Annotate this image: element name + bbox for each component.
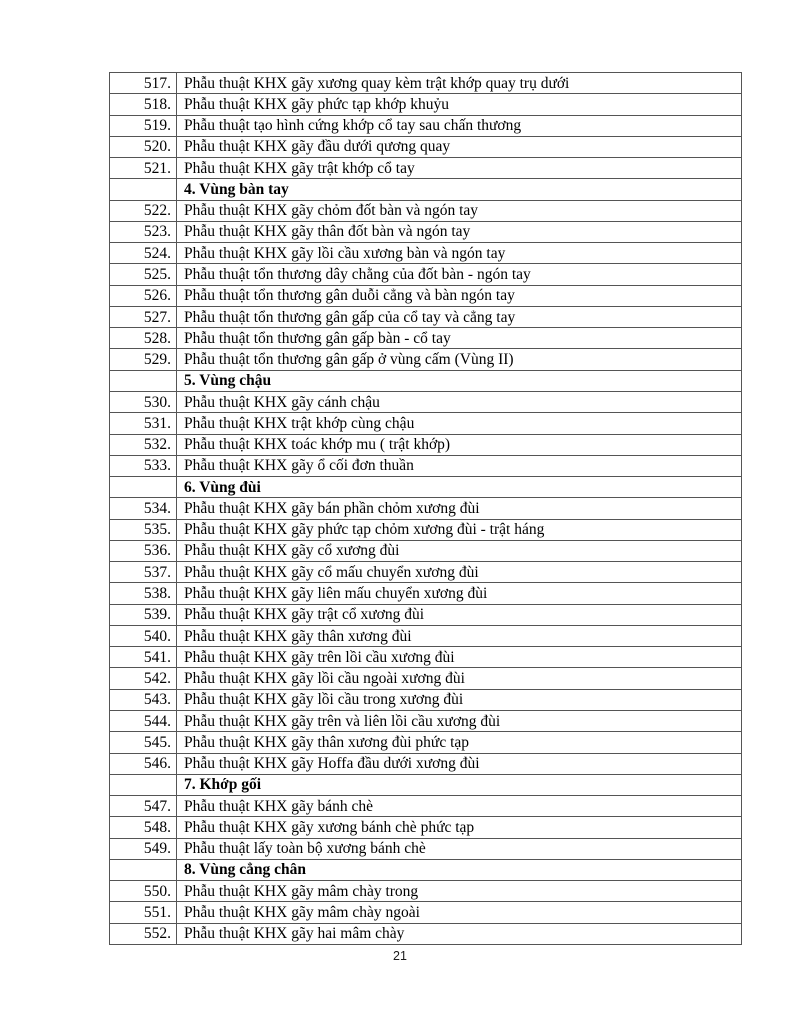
row-number-cell (110, 774, 177, 795)
row-number-cell: 524. (110, 243, 177, 264)
table-row (110, 94, 742, 115)
section-row (110, 477, 742, 498)
row-number-cell: 535. (110, 519, 177, 540)
table-row (110, 455, 742, 476)
table-row (110, 264, 742, 285)
row-number-cell: 517. (110, 73, 177, 94)
procedure-name: Phẫu thuật KHX toác khớp mu ( trật khớp) (177, 434, 742, 455)
procedure-name: Phẫu thuật tổn thương gân gấp của cổ tay và cẳng tay (177, 306, 742, 327)
row-number-cell: 541. (110, 647, 177, 668)
table-row (110, 306, 742, 327)
table-row (110, 817, 742, 838)
table-row (110, 604, 742, 625)
row-number-cell: 544. (110, 710, 177, 731)
table-row (110, 583, 742, 604)
row-number-cell: 534. (110, 498, 177, 519)
row-number-cell: 522. (110, 200, 177, 221)
table-row (110, 285, 742, 306)
table-row (110, 647, 742, 668)
section-row (110, 370, 742, 391)
procedure-name: Phẫu thuật KHX gãy trên lồi cầu xương đùi (177, 647, 742, 668)
procedure-name: Phẫu thuật KHX gãy hai mâm chày (177, 923, 742, 944)
procedure-name: Phẫu thuật KHX gãy trên và liên lồi cầu xương đùi (177, 710, 742, 731)
row-number-cell: 540. (110, 625, 177, 646)
section-title: 6. Vùng đùi (177, 477, 742, 498)
procedure-table (109, 72, 742, 945)
row-number-cell: 545. (110, 732, 177, 753)
procedure-name: Phẫu thuật tổn thương gân duỗi cẳng và bàn ngón tay (177, 285, 742, 306)
row-number-cell: 529. (110, 349, 177, 370)
row-number-cell (110, 859, 177, 880)
table-row (110, 625, 742, 646)
section-title: 7. Khớp gối (177, 774, 742, 795)
row-number-cell: 519. (110, 115, 177, 136)
row-number-cell: 546. (110, 753, 177, 774)
procedure-table-body (110, 73, 742, 945)
procedure-name: Phẫu thuật KHX gãy mâm chày ngoài (177, 902, 742, 923)
procedure-name: Phẫu thuật KHX gãy lồi cầu ngoài xương đùi (177, 668, 742, 689)
table-row (110, 136, 742, 157)
row-number-cell: 550. (110, 881, 177, 902)
procedure-name: Phẫu thuật KHX gãy cánh chậu (177, 391, 742, 412)
table-row (110, 838, 742, 859)
row-number-cell: 526. (110, 285, 177, 306)
table-row (110, 498, 742, 519)
procedure-name: Phẫu thuật KHX gãy Hoffa đầu dưới xương đùi (177, 753, 742, 774)
row-number-cell: 538. (110, 583, 177, 604)
table-row (110, 540, 742, 561)
procedure-name: Phẫu thuật KHX gãy bánh chè (177, 796, 742, 817)
table-row (110, 73, 742, 94)
table-row (110, 328, 742, 349)
table-row (110, 200, 742, 221)
row-number-cell: 552. (110, 923, 177, 944)
procedure-name: Phẫu thuật tạo hình cứng khớp cổ tay sau chấn thương (177, 115, 742, 136)
table-row (110, 689, 742, 710)
table-row (110, 668, 742, 689)
table-row (110, 221, 742, 242)
procedure-name: Phẫu thuật KHX gãy trật khớp cổ tay (177, 158, 742, 179)
row-number-cell: 521. (110, 158, 177, 179)
page-number: 21 (393, 949, 407, 963)
row-number-cell: 530. (110, 391, 177, 412)
section-title: 4. Vùng bàn tay (177, 179, 742, 200)
row-number-cell: 520. (110, 136, 177, 157)
procedure-name: Phẫu thuật KHX gãy xương bánh chè phức tạp (177, 817, 742, 838)
procedure-name: Phẫu thuật KHX gãy bán phần chỏm xương đùi (177, 498, 742, 519)
row-number-cell: 542. (110, 668, 177, 689)
table-row (110, 115, 742, 136)
row-number-cell: 543. (110, 689, 177, 710)
procedure-name: Phẫu thuật KHX gãy xương quay kèm trật khớp quay trụ dưới (177, 73, 742, 94)
table-row (110, 753, 742, 774)
row-number-cell: 531. (110, 413, 177, 434)
procedure-name: Phẫu thuật KHX gãy lồi cầu xương bàn và ngón tay (177, 243, 742, 264)
table-row (110, 710, 742, 731)
table-row (110, 732, 742, 753)
table-row (110, 349, 742, 370)
table-row (110, 413, 742, 434)
procedure-name: Phẫu thuật KHX gãy lồi cầu trong xương đùi (177, 689, 742, 710)
row-number-cell: 527. (110, 306, 177, 327)
section-title: 5. Vùng chậu (177, 370, 742, 391)
procedure-name: Phẫu thuật KHX gãy mâm chày trong (177, 881, 742, 902)
procedure-name: Phẫu thuật KHX trật khớp cùng chậu (177, 413, 742, 434)
procedure-name: Phẫu thuật tổn thương dây chằng của đốt bàn - ngón tay (177, 264, 742, 285)
procedure-name: Phẫu thuật KHX gãy phức tạp chỏm xương đùi - trật háng (177, 519, 742, 540)
row-number-cell (110, 179, 177, 200)
table-row (110, 796, 742, 817)
row-number-cell: 551. (110, 902, 177, 923)
table-row (110, 881, 742, 902)
table-row (110, 158, 742, 179)
section-row (110, 859, 742, 880)
procedure-name: Phẫu thuật KHX gãy trật cổ xương đùi (177, 604, 742, 625)
procedure-name: Phẫu thuật KHX gãy thân xương đùi (177, 625, 742, 646)
table-row (110, 519, 742, 540)
procedure-name: Phẫu thuật KHX gãy ổ cối đơn thuần (177, 455, 742, 476)
procedure-name: Phẫu thuật KHX gãy cổ xương đùi (177, 540, 742, 561)
row-number-cell: 525. (110, 264, 177, 285)
procedure-name: Phẫu thuật tổn thương gân gấp bàn - cổ tay (177, 328, 742, 349)
procedure-name: Phẫu thuật KHX gãy cổ mấu chuyển xương đùi (177, 562, 742, 583)
section-row (110, 774, 742, 795)
row-number-cell: 532. (110, 434, 177, 455)
row-number-cell: 539. (110, 604, 177, 625)
procedure-name: Phẫu thuật tổn thương gân gấp ở vùng cấm (Vùng II) (177, 349, 742, 370)
row-number-cell: 536. (110, 540, 177, 561)
table-row (110, 243, 742, 264)
row-number-cell: 547. (110, 796, 177, 817)
row-number-cell: 533. (110, 455, 177, 476)
row-number-cell: 537. (110, 562, 177, 583)
table-row (110, 562, 742, 583)
row-number-cell (110, 477, 177, 498)
table-row (110, 923, 742, 944)
section-row (110, 179, 742, 200)
row-number-cell: 528. (110, 328, 177, 349)
procedure-name: Phẫu thuật KHX gãy phức tạp khớp khuỷu (177, 94, 742, 115)
table-row (110, 902, 742, 923)
procedure-name: Phẫu thuật KHX gãy đầu dưới qương quay (177, 136, 742, 157)
procedure-name: Phẫu thuật KHX gãy thân đốt bàn và ngón tay (177, 221, 742, 242)
row-number-cell: 548. (110, 817, 177, 838)
row-number-cell: 549. (110, 838, 177, 859)
row-number-cell: 523. (110, 221, 177, 242)
procedure-name: Phẫu thuật lấy toàn bộ xương bánh chè (177, 838, 742, 859)
procedure-name: Phẫu thuật KHX gãy thân xương đùi phức tạp (177, 732, 742, 753)
table-row (110, 391, 742, 412)
row-number-cell: 518. (110, 94, 177, 115)
row-number-cell (110, 370, 177, 391)
procedure-name: Phẫu thuật KHX gãy liên mấu chuyển xương đùi (177, 583, 742, 604)
table-row (110, 434, 742, 455)
section-title: 8. Vùng cẳng chân (177, 859, 742, 880)
procedure-name: Phẫu thuật KHX gãy chỏm đốt bàn và ngón tay (177, 200, 742, 221)
